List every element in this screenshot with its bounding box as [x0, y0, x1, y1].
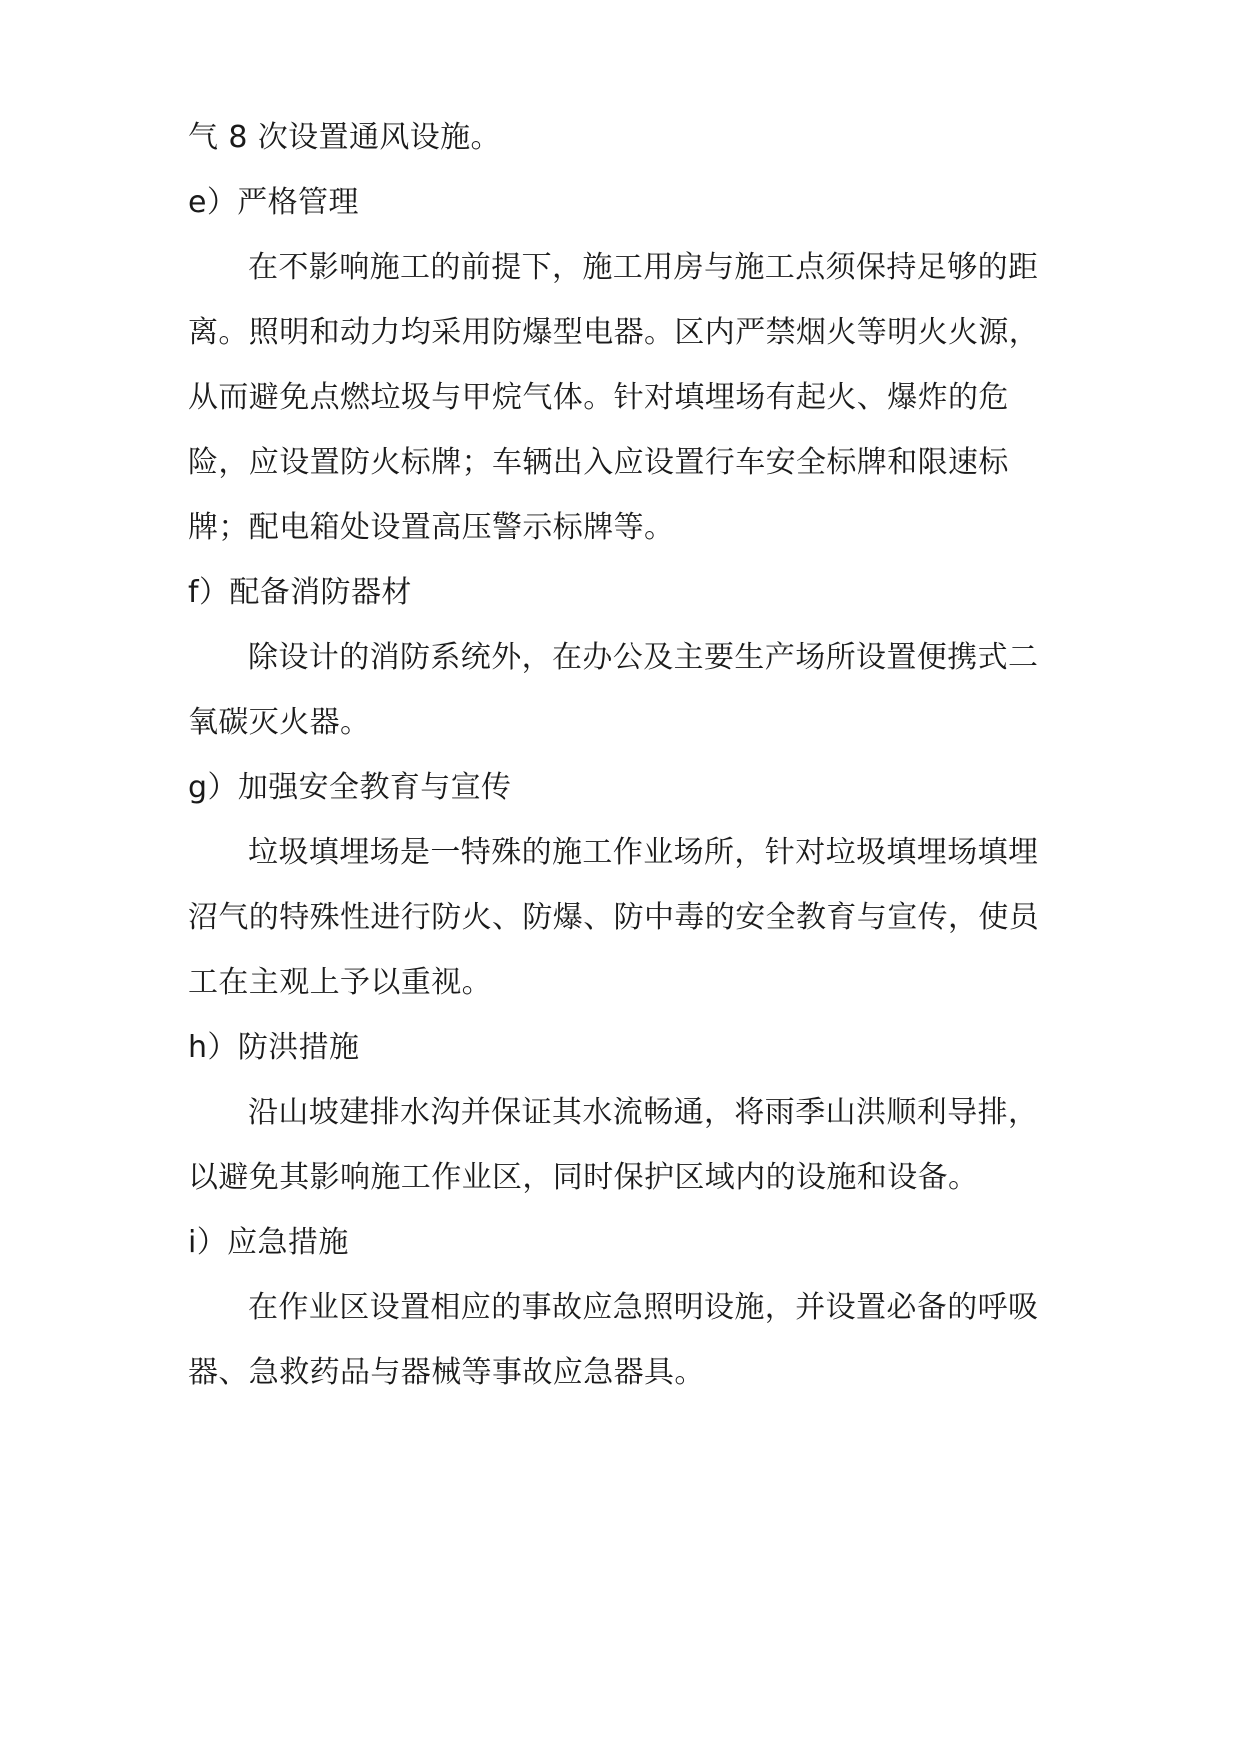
heading-f: f）配备消防器材 [188, 575, 412, 610]
paragraph-e: 在不影响施工的前提下，施工用房与施工点须保持足够的距离。照明和动力均采用防爆型电器。区内严禁烟火等明火火源，从而避免点燃垃圾与甲烷气体。针对填埋场有起火、爆炸的危险，应设置防火标牌；车辆出入应设置行车安全标牌和限速标牌；配电箱处设置高压警示标牌等。 [188, 250, 1040, 545]
heading-i: i）应急措施 [188, 1225, 349, 1260]
paragraph-f: 除设计的消防系统外，在办公及主要生产场所设置便携式二氧碳灭火器。 [188, 640, 1039, 740]
paragraph-h: 沿山坡建排水沟并保证其水流畅通，将雨季山洪顺利导排，以避免其影响施工作业区，同时保护区域内的设施和设备。 [188, 1095, 1039, 1195]
paragraph-g: 垃圾填埋场是一特殊的施工作业场所，针对垃圾填埋场填埋沼气的特殊性进行防火、防爆、防中毒的安全教育与宣传，使员工在主观上予以重视。 [188, 835, 1040, 1000]
heading-g: g）加强安全教育与宣传 [188, 770, 512, 805]
heading-e: e）严格管理 [188, 185, 359, 220]
paragraph-continuation: 气 8 次设置通风设施。 [188, 120, 501, 155]
heading-h: h）防洪措施 [188, 1030, 360, 1065]
document-body [188, 105, 1068, 1405]
paragraph-i: 在作业区设置相应的事故应急照明设施，并设置必备的呼吸器、急救药品与器械等事故应急器具。 [188, 1290, 1039, 1390]
